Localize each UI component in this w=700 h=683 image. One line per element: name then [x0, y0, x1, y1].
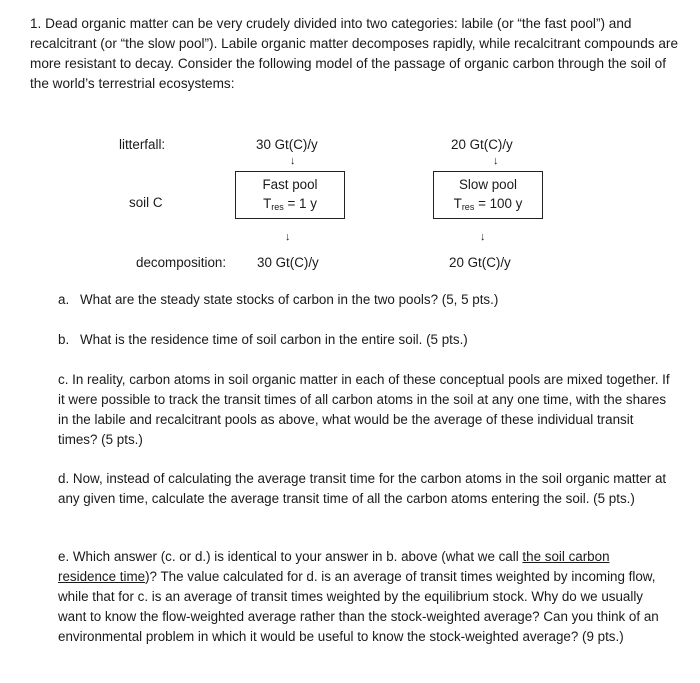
question-text: What is the residence time of soil carbon in the entire soil. (5 pts.) [80, 332, 468, 347]
question-text: Now, instead of calculating the average transit time for the carbon atoms in the soil organic matter at any given time, calculate the average transit time of all the carbon atoms entering the soil. (5 pts.) [58, 471, 667, 506]
slow-pool-box [433, 171, 543, 219]
fast-pool-name: Fast pool [262, 177, 318, 192]
fast-pool-box [235, 171, 345, 219]
question-label: e. [58, 549, 70, 564]
slow-pool-tres: $T_{res} = 100$ y [453, 196, 523, 212]
slow-output-arrow-icon: ↓ [480, 231, 486, 243]
decomposition-label: decomposition: [136, 255, 227, 270]
slow-input-arrow-icon: ↓ [493, 155, 499, 167]
fast-input-arrow-icon: ↓ [290, 155, 296, 167]
slow-pool-input: 20 Gt(C)/y [451, 137, 513, 152]
question-c [58, 370, 670, 450]
question-label: b. [58, 332, 70, 347]
question-text: What are the steady state stocks of carbon in the two pools? (5, 5 pts.) [80, 292, 499, 307]
fast-pool-tres: $T_{res} = 1$ y [263, 196, 317, 212]
litterfall-label: litterfall: [119, 137, 166, 152]
question-text-end: )? The value calculated for d. is an average of transit times weighted by incoming flow, while that for c. is an average of transit times weighted by the equilibrium stock. Why do we usually want to know the flow-weighted average rather than the stock-weighted average? Can you think of an environmental problem in which it would be useful to know the stock-weighted average? (9 pts.) [58, 569, 659, 644]
underlined-term: the soil carbon residence time [58, 549, 610, 584]
question-a [58, 290, 670, 310]
question-label: c. [58, 372, 69, 387]
slow-pool-name: Slow pool [458, 177, 518, 192]
question-d [58, 469, 670, 509]
fast-pool-output: 30 Gt(C)/y [257, 255, 319, 270]
soil-c-label: soil C [129, 195, 163, 210]
slow-pool-output: 20 Gt(C)/y [449, 255, 511, 270]
fast-output-arrow-icon: ↓ [285, 231, 291, 243]
fast-pool-input: 30 Gt(C)/y [256, 137, 318, 152]
problem-number: 1. [30, 16, 42, 31]
problem-intro-text: Dead organic matter can be very crudely divided into two categories: labile (or “the fast pool”) and recalcitrant (or “the slow pool”). Labile organic matter decomposes rapidly, while recalcitrant compounds are more resistant to decay. Consider the following model of the passage of organic carbon through the soil of the world’s terrestrial ecosystems: [30, 16, 679, 91]
question-text: In reality, carbon atoms in soil organic matter in each of these conceptual pools are mixed together. If it were possible to track the transit times of all carbon atoms in the soil at any one time, with the shares in the labile and recalcitrant pools as above, what would be the average of these individual transit times? (5 pts.) [58, 372, 670, 447]
question-e [58, 547, 670, 647]
question-label: d. [58, 471, 70, 486]
question-b [58, 330, 670, 350]
question-label: a. [58, 292, 70, 307]
problem-intro [30, 14, 682, 94]
question-text-start: Which answer (c. or d.) is identical to your answer in b. above (what we call [72, 549, 523, 564]
